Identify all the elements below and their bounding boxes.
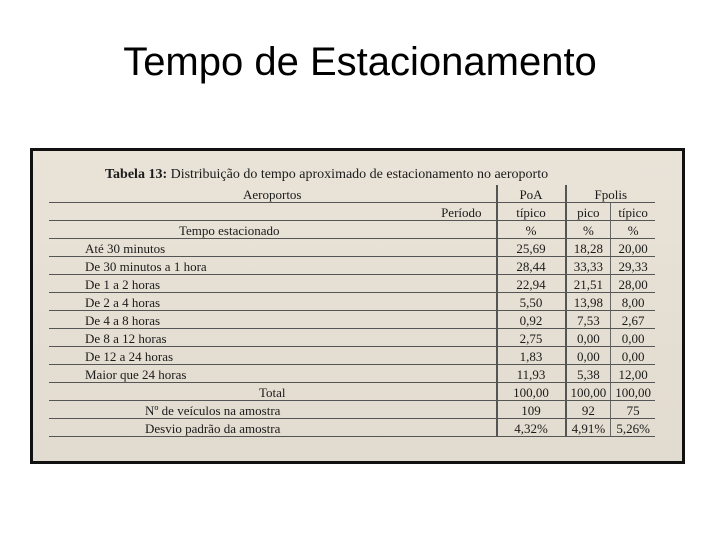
header-poa-unit: % xyxy=(497,221,566,239)
time-bucket-label: De 12 a 24 horas xyxy=(49,347,497,365)
header-fpolis-peak: pico xyxy=(566,203,611,221)
time-bucket-poa-value: 2,75 xyxy=(497,329,566,347)
time-bucket-row xyxy=(49,311,655,329)
time-bucket-fpolis-peak-value: 18,28 xyxy=(566,239,611,257)
total-label: Total xyxy=(49,383,497,401)
time-bucket-label: De 2 a 4 horas xyxy=(49,293,497,311)
header-poa: PoA xyxy=(497,185,566,203)
time-bucket-row xyxy=(49,275,655,293)
header-fpolis: Fpolis xyxy=(566,185,656,203)
time-bucket-label: De 1 a 2 horas xyxy=(49,275,497,293)
time-bucket-label: De 30 minutos a 1 hora xyxy=(49,257,497,275)
header-row-period xyxy=(49,203,655,221)
time-bucket-row xyxy=(49,257,655,275)
time-bucket-poa-value: 28,44 xyxy=(497,257,566,275)
header-period-label: Período xyxy=(49,203,497,221)
sample-std-dev-fpolis-peak-value: 4,91% xyxy=(566,419,611,437)
scanned-page xyxy=(33,151,682,461)
total-poa-value: 100,00 xyxy=(497,383,566,401)
time-bucket-fpolis-typical-value: 20,00 xyxy=(611,239,655,257)
table-caption xyxy=(105,167,548,183)
header-row-airports xyxy=(49,185,655,203)
time-bucket-label: De 4 a 8 horas xyxy=(49,311,497,329)
header-row-time xyxy=(49,221,655,239)
scanned-table-image xyxy=(30,148,685,464)
time-bucket-row xyxy=(49,239,655,257)
total-fpolis-typical-value: 100,00 xyxy=(611,383,655,401)
header-fpolis-typical: típico xyxy=(611,203,655,221)
table-caption-text: Distribuição do tempo aproximado de estacionamento no aeroporto xyxy=(167,167,549,182)
sample-size-row xyxy=(49,401,655,419)
sample-size-poa-value: 109 xyxy=(497,401,566,419)
time-bucket-fpolis-typical-value: 12,00 xyxy=(611,365,655,383)
sample-std-dev-row xyxy=(49,419,655,437)
time-bucket-fpolis-peak-value: 7,53 xyxy=(566,311,611,329)
time-bucket-fpolis-typical-value: 8,00 xyxy=(611,293,655,311)
time-bucket-fpolis-peak-value: 33,33 xyxy=(566,257,611,275)
time-bucket-fpolis-peak-value: 21,51 xyxy=(566,275,611,293)
time-bucket-poa-value: 22,94 xyxy=(497,275,566,293)
header-fpolis-peak-unit: % xyxy=(566,221,611,239)
slide-title: Tempo de Estacionamento xyxy=(123,40,597,84)
parking-time-table xyxy=(49,185,655,437)
time-bucket-label: Maior que 24 horas xyxy=(49,365,497,383)
header-fpolis-typical-unit: % xyxy=(611,221,655,239)
time-bucket-poa-value: 1,83 xyxy=(497,347,566,365)
time-bucket-fpolis-typical-value: 2,67 xyxy=(611,311,655,329)
time-bucket-fpolis-peak-value: 5,38 xyxy=(566,365,611,383)
time-bucket-label: Até 30 minutos xyxy=(49,239,497,257)
time-bucket-poa-value: 11,93 xyxy=(497,365,566,383)
time-bucket-row xyxy=(49,347,655,365)
sample-size-fpolis-peak-value: 92 xyxy=(566,401,611,419)
time-bucket-row xyxy=(49,365,655,383)
time-bucket-poa-value: 5,50 xyxy=(497,293,566,311)
time-bucket-poa-value: 25,69 xyxy=(497,239,566,257)
total-fpolis-peak-value: 100,00 xyxy=(566,383,611,401)
sample-std-dev-poa-value: 4,32% xyxy=(497,419,566,437)
time-bucket-row xyxy=(49,293,655,311)
time-bucket-fpolis-typical-value: 0,00 xyxy=(611,329,655,347)
table-caption-number: Tabela 13: xyxy=(105,167,168,182)
sample-std-dev-fpolis-typical-value: 5,26% xyxy=(611,419,655,437)
time-bucket-poa-value: 0,92 xyxy=(497,311,566,329)
time-bucket-fpolis-typical-value: 0,00 xyxy=(611,347,655,365)
time-bucket-fpolis-typical-value: 29,33 xyxy=(611,257,655,275)
header-time-label: Tempo estacionado xyxy=(49,221,497,239)
sample-size-fpolis-typical-value: 75 xyxy=(611,401,655,419)
total-row xyxy=(49,383,655,401)
sample-std-dev-label: Desvio padrão da amostra xyxy=(49,419,497,437)
time-bucket-fpolis-peak-value: 0,00 xyxy=(566,329,611,347)
sample-size-label: Nº de veículos na amostra xyxy=(49,401,497,419)
header-poa-typical: típico xyxy=(497,203,566,221)
time-bucket-fpolis-peak-value: 0,00 xyxy=(566,347,611,365)
time-bucket-fpolis-typical-value: 28,00 xyxy=(611,275,655,293)
time-bucket-label: De 8 a 12 horas xyxy=(49,329,497,347)
header-airports-label: Aeroportos xyxy=(49,185,497,203)
time-bucket-row xyxy=(49,329,655,347)
time-bucket-fpolis-peak-value: 13,98 xyxy=(566,293,611,311)
